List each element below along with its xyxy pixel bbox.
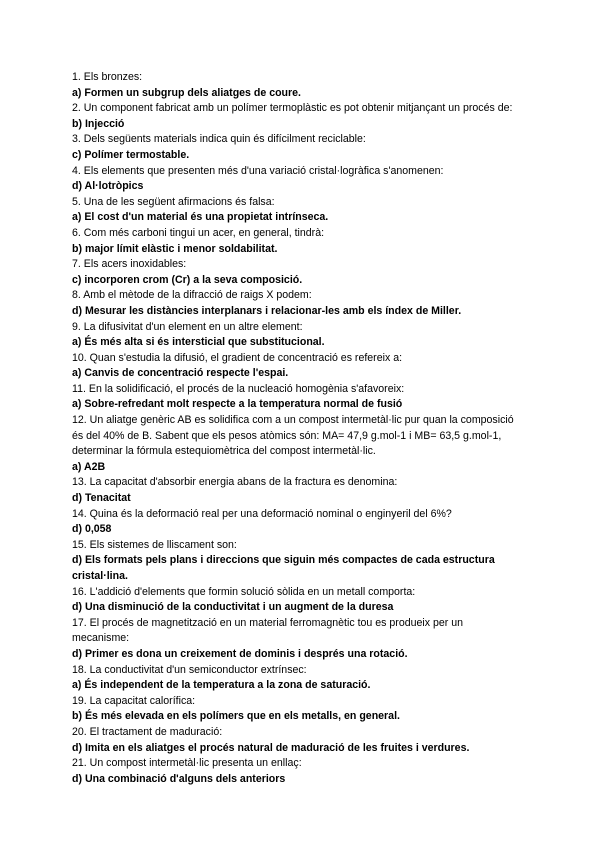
question-item [72, 616, 520, 663]
question-item [72, 288, 520, 319]
question-text: 10. Quan s'estudia la difusió, el gradient de concentració es refereix a: [72, 351, 403, 364]
question-text: 20. El tractament de maduració: [72, 725, 223, 738]
question-text: 14. Quina és la deformació real per una deformació nominal o enginyeril del 6%? [72, 507, 452, 520]
question-item [72, 132, 520, 163]
question-text: 19. La capacitat calorífica: [72, 694, 196, 707]
question-item [72, 663, 520, 694]
answer-text: d) Tenacitat [72, 492, 131, 505]
answer-text: c) Polímer termostable. [72, 148, 190, 161]
question-item [72, 101, 520, 132]
question-text: 4. Els elements que presenten més d'una variació cristal·logràfica s'anomenen: [72, 164, 444, 177]
answer-text: a) Sobre-refredant molt respecte a la temperatura normal de fusió [72, 398, 403, 411]
question-item [72, 585, 520, 616]
question-item [72, 70, 520, 101]
question-item [72, 756, 520, 787]
question-text: 1. Els bronzes: [72, 71, 143, 83]
answer-text: d) Al·lotròpics [72, 180, 144, 193]
question-item [72, 694, 520, 725]
question-text: 7. Els acers inoxidables: [72, 258, 187, 271]
question-item [72, 195, 520, 226]
answer-text: d) Mesurar les distàncies interplanars i relacionar-les amb els índex de Miller. [72, 304, 462, 317]
question-text: 8. Amb el mètode de la difracció de raigs X podem: [72, 289, 312, 302]
answer-text: a) Canvis de concentració respecte l'espai. [72, 367, 289, 380]
question-text: 13. La capacitat d'absorbir energia abans de la fractura es denomina: [72, 476, 398, 489]
answer-text: b) Injecció [72, 117, 125, 130]
question-text: 17. El procés de magnetització en un material ferromagnètic tou es produeix per un mecanisme: [72, 616, 464, 645]
question-text: 15. Els sistemes de lliscament son: [72, 538, 237, 551]
question-text: 21. Un compost intermetàl·lic presenta un enllaç: [72, 757, 302, 770]
question-text: 9. La difusivitat d'un element en un altre element: [72, 320, 303, 333]
question-text: 3. Dels següents materials indica quin és difícilment reciclable: [72, 133, 366, 146]
question-text: 11. En la solidificació, el procés de la nucleació homogènia s'afavoreix: [72, 382, 405, 395]
question-item [72, 507, 520, 538]
question-item [72, 538, 520, 585]
question-item [72, 413, 520, 475]
question-item [72, 382, 520, 413]
question-text: 12. Un aliatge genèric AB es solidifica com a un compost intermetàl·lic pur quan la composició és del 40% de B. Sabent que els pesos atòmics són: MA= 47,9 g.mol-1 i MB= 63,5 g.mol-1, determinar la fórmula estequiomètrica del compost intermetàl·lic. [72, 414, 514, 458]
question-text: 16. L'addició d'elements que formin solució sòlida en un metall comporta: [72, 585, 416, 598]
question-text: 6. Com més carboni tingui un acer, en general, tindrà: [72, 226, 325, 239]
answer-text: c) incorporen crom (Cr) a la seva composició. [72, 273, 303, 286]
answer-text: b) És més elevada en els polímers que en els metalls, en general. [72, 710, 400, 723]
answer-text: d) Una disminució de la conductivitat i un augment de la duresa [72, 601, 394, 614]
question-text: 2. Un component fabricat amb un polímer termoplàstic es pot obtenir mitjançant un procés de: [72, 102, 513, 115]
answer-text: a) És independent de la temperatura a la zona de saturació. [72, 679, 371, 692]
question-item [72, 257, 520, 288]
answer-text: d) Els formats pels plans i direccions que siguin més compactes de cada estructura cristal·lina. [72, 554, 495, 582]
answer-text: a) El cost d'un material és una propietat intrínseca. [72, 211, 329, 224]
answer-text: d) Primer es dona un creixement de dominis i després una rotació. [72, 647, 408, 660]
question-answer-list [72, 70, 520, 787]
question-item [72, 351, 520, 382]
question-item [72, 164, 520, 195]
question-item [72, 725, 520, 756]
question-text: 5. Una de les següent afirmacions és falsa: [72, 195, 275, 208]
question-text: 18. La conductivitat d'un semiconductor extrínsec: [72, 663, 307, 676]
question-item [72, 226, 520, 257]
question-item [72, 475, 520, 506]
answer-text: b) major límit elàstic i menor soldabilitat. [72, 242, 278, 255]
answer-text: d) 0,058 [72, 523, 112, 536]
answer-text: a) És més alta si és intersticial que substitucional. [72, 336, 325, 349]
answer-text: a) Formen un subgrup dels aliatges de coure. [72, 86, 301, 99]
answer-text: d) Imita en els aliatges el procés natural de maduració de les fruites i verdures. [72, 741, 470, 754]
answer-text: a) A2B [72, 460, 106, 473]
answer-text: d) Una combinació d'alguns dels anteriors [72, 772, 286, 785]
question-item [72, 320, 520, 351]
